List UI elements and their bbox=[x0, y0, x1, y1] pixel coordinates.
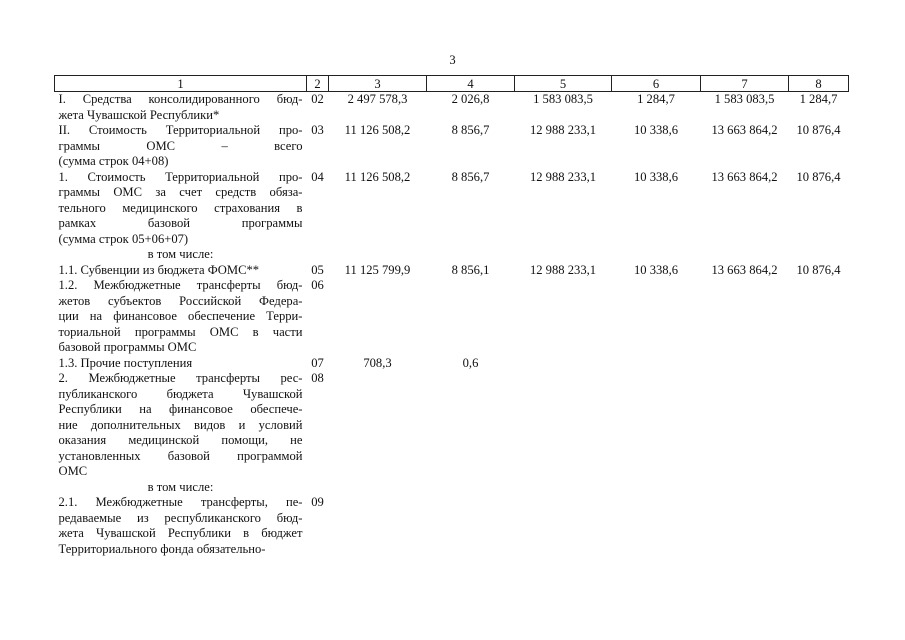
table-row bbox=[55, 92, 849, 124]
value-cell-col-4: 0,6 bbox=[462, 355, 479, 370]
value-cell-col-8 bbox=[789, 278, 849, 356]
table-row bbox=[55, 356, 849, 372]
row-description-line: I. Средства консолидированного бюд- bbox=[58, 92, 303, 106]
row-description-line: граммы ОМС – всего bbox=[58, 138, 303, 153]
value-cell-col-3 bbox=[329, 247, 427, 263]
column-number-header-row bbox=[55, 76, 849, 92]
row-description-line: публиканского бюджета Чувашской bbox=[58, 386, 303, 401]
value-cell-col-8 bbox=[789, 247, 849, 263]
row-description-line: жета Чувашской Республики в бюджет bbox=[58, 526, 303, 540]
row-description-line: в том числе: bbox=[147, 479, 214, 494]
column-header-1: 1 bbox=[55, 76, 307, 92]
row-description-line: редаваемые из республиканского бюд- bbox=[58, 510, 303, 525]
value-cell-col-5 bbox=[515, 371, 612, 480]
table-row bbox=[55, 247, 849, 263]
value-cell-col-3: 11 126 508,2 bbox=[344, 123, 411, 137]
value-cell-col-6 bbox=[612, 356, 701, 372]
value-cell-col-8 bbox=[789, 371, 849, 480]
value-cell-col-5: 12 988 233,1 bbox=[529, 262, 597, 277]
value-cell-col-7 bbox=[701, 247, 789, 263]
value-cell-col-4 bbox=[427, 247, 515, 263]
value-cell-col-5 bbox=[515, 278, 612, 356]
row-description bbox=[55, 247, 307, 263]
value-cell-col-6: 10 338,6 bbox=[633, 262, 679, 277]
value-cell-col-6 bbox=[612, 495, 701, 557]
row-description-line: ОМС bbox=[58, 464, 88, 478]
value-cell-col-7 bbox=[701, 371, 789, 480]
value-cell-col-6: 10 338,6 bbox=[633, 123, 679, 137]
value-cell-col-4: 8 856,7 bbox=[451, 169, 490, 184]
row-description bbox=[55, 170, 307, 248]
table-row bbox=[55, 170, 849, 248]
table-row bbox=[55, 480, 849, 496]
row-description-line: (сумма строк 05+06+07) bbox=[58, 231, 189, 246]
row-description bbox=[55, 356, 307, 372]
value-cell-col-6 bbox=[612, 480, 701, 496]
row-description-line: 1. Стоимость Территориальной про- bbox=[58, 169, 303, 184]
value-cell-col-7 bbox=[701, 356, 789, 372]
row-description-line: 1.2. Межбюджетные трансферты бюд- bbox=[58, 278, 303, 292]
value-cell-col-7 bbox=[701, 495, 789, 557]
value-cell-col-8: 10 876,4 bbox=[796, 123, 841, 137]
value-cell-col-5: 12 988 233,1 bbox=[529, 123, 597, 137]
row-code: 02 bbox=[311, 92, 324, 106]
value-cell-col-7: 13 663 864,2 bbox=[711, 123, 778, 137]
value-cell-col-7: 1 583 083,5 bbox=[714, 92, 775, 106]
row-description-line: оказания медицинской помощи, не bbox=[58, 433, 303, 447]
value-cell-col-5 bbox=[515, 247, 612, 263]
row-description-line: Территориального фонда обязательно- bbox=[58, 541, 266, 556]
row-code bbox=[307, 247, 329, 263]
row-description bbox=[55, 263, 307, 279]
value-cell-col-6: 1 284,7 bbox=[637, 92, 675, 106]
row-code: 06 bbox=[311, 278, 324, 292]
row-description-line: рамках базовой программы bbox=[58, 216, 303, 230]
value-cell-col-3: 11 125 799,9 bbox=[344, 262, 411, 277]
value-cell-col-5 bbox=[515, 356, 612, 372]
column-header-6: 6 bbox=[612, 76, 701, 92]
column-header-3: 3 bbox=[329, 76, 427, 92]
table-row bbox=[55, 278, 849, 356]
value-cell-col-4 bbox=[427, 495, 515, 557]
table-row bbox=[55, 371, 849, 480]
row-description-line: 2. Межбюджетные трансферты рес- bbox=[58, 371, 303, 385]
row-description-line: II. Стоимость Территориальной про- bbox=[58, 123, 303, 137]
row-description-line: ториальной программы ОМС в части bbox=[58, 324, 303, 339]
row-description-line: 1.3. Прочие поступления bbox=[58, 355, 193, 370]
row-code: 05 bbox=[311, 262, 324, 277]
column-header-8: 8 bbox=[789, 76, 849, 92]
row-description-line: базовой программы ОМС bbox=[58, 340, 197, 354]
value-cell-col-8: 10 876,4 bbox=[796, 169, 841, 184]
financing-table bbox=[54, 75, 849, 557]
row-description-line: (сумма строк 04+08) bbox=[58, 154, 169, 168]
value-cell-col-8: 1 284,7 bbox=[799, 92, 838, 106]
value-cell-col-3 bbox=[329, 278, 427, 356]
column-header-4: 4 bbox=[427, 76, 515, 92]
row-description bbox=[55, 92, 307, 124]
row-description-line: жета Чувашской Республики* bbox=[58, 107, 220, 122]
value-cell-col-7 bbox=[701, 278, 789, 356]
row-description-line: 2.1. Межбюджетные трансферты, пе- bbox=[58, 495, 303, 509]
row-code: 04 bbox=[311, 169, 324, 184]
value-cell-col-6 bbox=[612, 278, 701, 356]
row-description-line: в том числе: bbox=[147, 247, 214, 261]
table-row bbox=[55, 263, 849, 279]
value-cell-col-6 bbox=[612, 247, 701, 263]
value-cell-col-5 bbox=[515, 480, 612, 496]
value-cell-col-3: 708,3 bbox=[363, 355, 392, 370]
value-cell-col-7 bbox=[701, 480, 789, 496]
value-cell-col-3 bbox=[329, 371, 427, 480]
row-description-line: тельного медицинского страхования в bbox=[58, 200, 303, 215]
value-cell-col-8: 10 876,4 bbox=[796, 262, 841, 277]
value-cell-col-3 bbox=[329, 480, 427, 496]
value-cell-col-5: 12 988 233,1 bbox=[529, 169, 597, 184]
table-body bbox=[55, 92, 849, 558]
value-cell-col-5: 1 583 083,5 bbox=[533, 92, 593, 106]
table-row bbox=[55, 495, 849, 557]
value-cell-col-4: 8 856,7 bbox=[451, 123, 490, 137]
row-code bbox=[307, 480, 329, 496]
page-number: 3 bbox=[449, 53, 456, 67]
row-description bbox=[55, 371, 307, 480]
row-code: 09 bbox=[311, 495, 324, 509]
value-cell-col-8 bbox=[789, 356, 849, 372]
value-cell-col-5 bbox=[515, 495, 612, 557]
value-cell-col-7: 13 663 864,2 bbox=[711, 169, 778, 184]
row-description-line: ние дополнительных видов и условий bbox=[58, 417, 303, 432]
column-header-5: 5 bbox=[515, 76, 612, 92]
column-header-7: 7 bbox=[701, 76, 789, 92]
value-cell-col-3 bbox=[329, 495, 427, 557]
row-description bbox=[55, 278, 307, 356]
value-cell-col-3: 2 497 578,3 bbox=[347, 92, 408, 106]
row-code: 07 bbox=[311, 355, 324, 370]
value-cell-col-4: 2 026,8 bbox=[451, 92, 490, 106]
value-cell-col-6: 10 338,6 bbox=[633, 169, 679, 184]
table-row bbox=[55, 123, 849, 170]
value-cell-col-7: 13 663 864,2 bbox=[711, 262, 778, 277]
value-cell-col-8 bbox=[789, 495, 849, 557]
value-cell-col-8 bbox=[789, 480, 849, 496]
row-description bbox=[55, 123, 307, 170]
value-cell-col-4: 8 856,1 bbox=[451, 262, 490, 277]
column-header-2: 2 bbox=[307, 76, 329, 92]
row-description-line: Республики на финансовое обеспече- bbox=[58, 402, 303, 416]
value-cell-col-4 bbox=[427, 480, 515, 496]
row-code: 08 bbox=[311, 371, 324, 385]
row-description bbox=[55, 495, 307, 557]
value-cell-col-4 bbox=[427, 371, 515, 480]
row-description-line: установленных базовой программой bbox=[58, 448, 303, 463]
value-cell-col-6 bbox=[612, 371, 701, 480]
row-code: 03 bbox=[311, 123, 324, 137]
value-cell-col-3: 11 126 508,2 bbox=[344, 169, 411, 184]
value-cell-col-4 bbox=[427, 278, 515, 356]
row-description-line: жетов субъектов Российской Федера- bbox=[58, 293, 303, 308]
row-description-line: граммы ОМС за счет средств обяза- bbox=[58, 185, 303, 199]
row-description bbox=[55, 480, 307, 496]
row-description-line: 1.1. Субвенции из бюджета ФОМС** bbox=[58, 262, 260, 277]
row-description-line: ции на финансовое обеспечение Терри- bbox=[58, 309, 303, 323]
